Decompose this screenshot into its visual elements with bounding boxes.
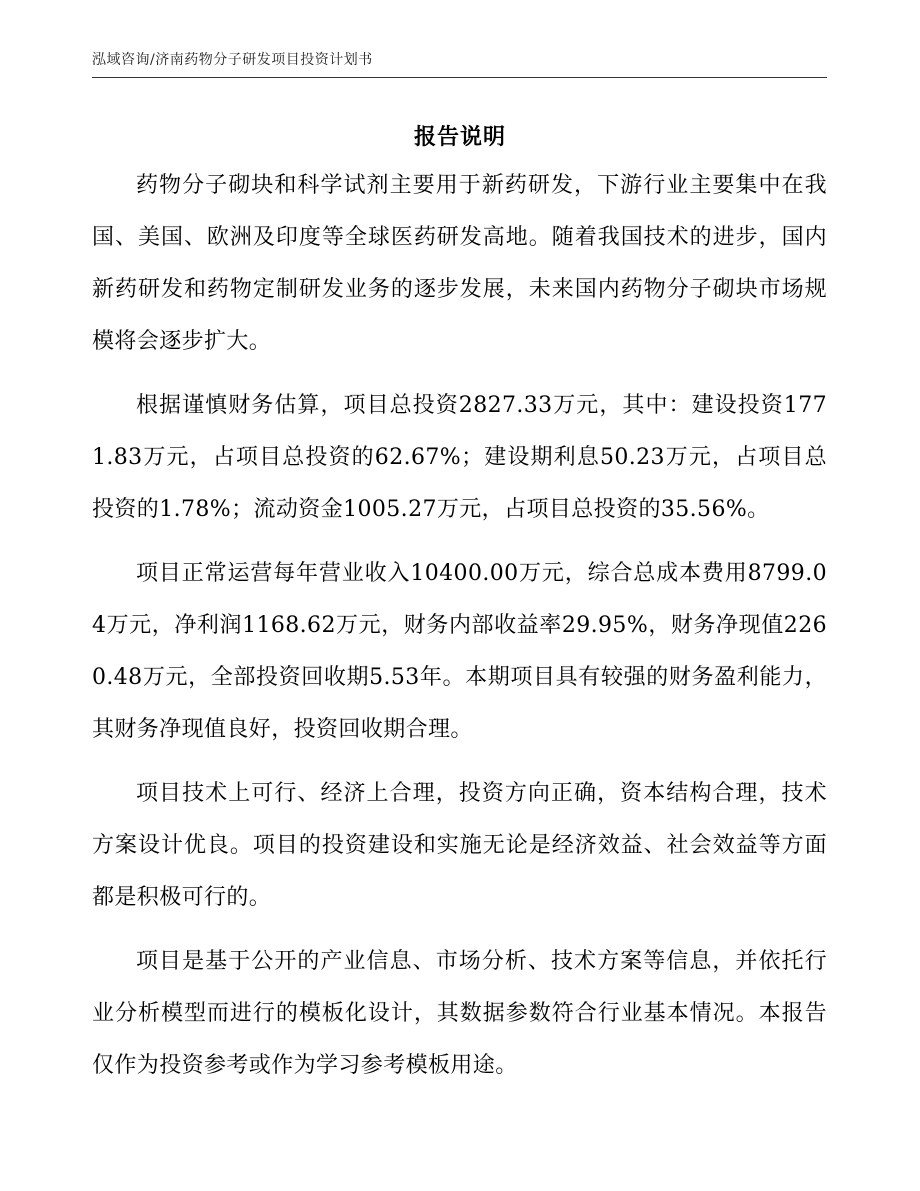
header-divider (92, 77, 827, 78)
paragraph-disclaimer: 项目是基于公开的产业信息、市场分析、技术方案等信息，并依托行业分析模型而进行的模板化设计，其数据参数符合行业基本情况。本报告仅作为投资参考或作为学习参考模板用途。 (92, 949, 827, 1078)
paragraph-investment-estimate: 根据谨慎财务估算，项目总投资2827.33万元，其中：建设投资1771.83万元，占项目总投资的62.67%；建设期利息50.23万元，占项目总投资的1.78%；流动资金1005.27万元，占项目总投资的35.56%。 (92, 393, 827, 522)
page-title: 报告说明 (413, 124, 506, 150)
paragraph-financial-returns: 项目正常运营每年营业收入10400.00万元，综合总成本费用8799.04万元，净利润1168.62万元，财务内部收益率29.95%，财务净现值2260.48万元，全部投资回收期5.53年。本期项目具有较强的财务盈利能力，其财务净现值良好，投资回收期合理。 (92, 561, 827, 742)
paragraph-market-background: 药物分子砌块和科学试剂主要用于新药研发，下游行业主要集中在我国、美国、欧洲及印度等全球医药研发高地。随着我国技术的进步，国内新药研发和药物定制研发业务的逐步发展，未来国内药物分子砌块市场规模将会逐步扩大。 (92, 173, 827, 354)
running-header: 泓域咨询/济南药物分子研发项目投资计划书 (92, 52, 373, 68)
document-body (92, 160, 827, 1104)
paragraph-feasibility: 项目技术上可行、经济上合理，投资方向正确，资本结构合理，技术方案设计优良。项目的投资建设和实施无论是经济效益、社会效益等方面都是积极可行的。 (92, 781, 827, 910)
